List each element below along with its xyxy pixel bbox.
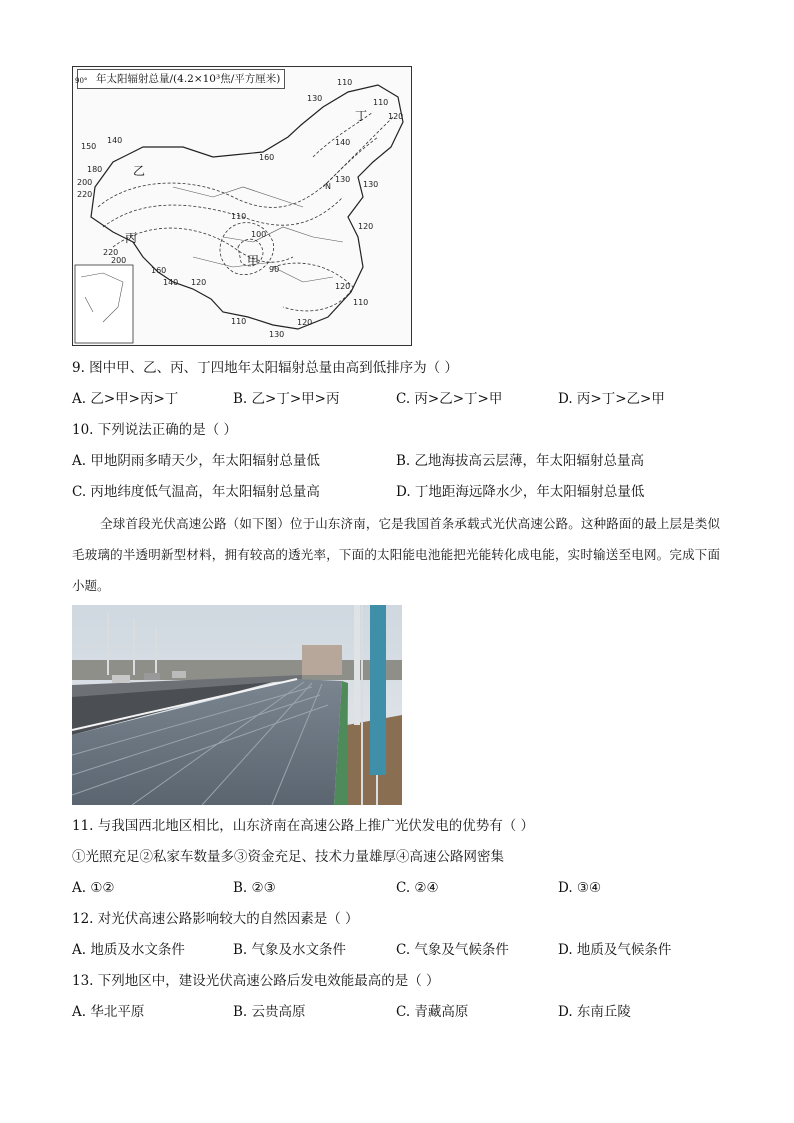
q9-option-b: B. 乙>丁>甲>丙	[233, 391, 340, 407]
point-jia-label: 甲	[247, 254, 260, 268]
q10-stem: 10. 下列说法正确的是（ ）	[72, 422, 238, 438]
q13-option-d: D. 东南丘陵	[558, 1004, 631, 1020]
svg-text:120: 120	[388, 112, 404, 121]
q12-option-c: C. 气象及气候条件	[396, 942, 509, 958]
q11-option-b: B. ②③	[233, 880, 276, 896]
q11-option-d: D. ③④	[558, 880, 602, 896]
q12-option-b: B. 气象及水文条件	[233, 942, 347, 958]
q11-sub-statements: ①光照充足②私家车数量多③资金充足、技术力量雄厚④高速公路网密集	[72, 849, 504, 865]
china-isoline-map	[73, 67, 411, 345]
svg-text:N: N	[325, 182, 331, 191]
svg-text:120: 120	[335, 282, 351, 291]
q12-option-d: D. 地质及气候条件	[558, 942, 672, 958]
q12-stem: 12. 对光伏高速公路影响较大的自然因素是（ ）	[72, 911, 359, 927]
q10-option-c: C. 丙地纬度低气温高，年太阳辐射总量高	[72, 484, 320, 500]
q13-option-a: A. 华北平原	[72, 1004, 145, 1020]
q9-option-d: D. 丙>丁>乙>甲	[558, 391, 665, 407]
q11-option-a: A. ①②	[72, 880, 115, 896]
svg-text:120: 120	[358, 222, 374, 231]
svg-text:140: 140	[163, 278, 179, 287]
svg-text:110: 110	[337, 78, 353, 87]
q10-option-a: A. 甲地阴雨多晴天少，年太阳辐射总量低	[72, 453, 320, 469]
point-bing-label: 丙	[125, 231, 138, 245]
svg-text:130: 130	[307, 94, 323, 103]
svg-text:160: 160	[151, 266, 167, 275]
svg-text:120: 120	[191, 278, 207, 287]
svg-text:110: 110	[373, 98, 389, 107]
point-yi-label: 乙	[133, 164, 146, 178]
q9-stem: 9. 图中甲、乙、丙、丁四地年太阳辐射总量由高到低排序为（ ）	[72, 360, 458, 376]
q13-option-b: B. 云贵高原	[233, 1004, 306, 1020]
svg-text:120: 120	[297, 318, 313, 327]
svg-text:130: 130	[269, 330, 285, 339]
svg-text:200: 200	[111, 256, 127, 265]
svg-text:110: 110	[231, 212, 247, 221]
svg-text:130: 130	[363, 180, 379, 189]
svg-text:160: 160	[259, 153, 275, 162]
svg-text:150: 150	[81, 142, 97, 151]
pv-highway-photo	[72, 605, 402, 805]
q11-stem: 11. 与我国西北地区相比，山东济南在高速公路上推广光伏发电的优势有（ ）	[72, 818, 535, 834]
q13-option-c: C. 青藏高原	[396, 1004, 469, 1020]
svg-text:130: 130	[335, 175, 351, 184]
svg-text:110: 110	[231, 317, 247, 326]
svg-text:220: 220	[103, 248, 119, 257]
intro-text: 全球首段光伏高速公路（如下图）位于山东济南，它是我国首条承载式光伏高速公路。这种路面的最上层是类似毛玻璃的半透明新型材料，拥有较高的透光率，下面的太阳能电池能把光能转化成电能，实时输送至电网。完成下面小题。	[72, 516, 720, 593]
q13-stem: 13. 下列地区中，建设光伏高速公路后发电效能最高的是（ ）	[72, 973, 440, 989]
q9-option-a: A. 乙>甲>丙>丁	[72, 391, 179, 407]
q10-option-d: D. 丁地距海远降水少，年太阳辐射总量低	[396, 484, 645, 500]
svg-text:180: 180	[87, 165, 103, 174]
svg-text:90: 90	[269, 265, 280, 274]
svg-text:110: 110	[353, 298, 369, 307]
map-lat-label: 90°	[75, 77, 88, 85]
point-ding-label: 丁	[355, 109, 368, 123]
solar-radiation-map	[72, 66, 412, 346]
svg-text:200: 200	[77, 178, 93, 187]
q10-option-b: B. 乙地海拔高云层薄，年太阳辐射总量高	[396, 453, 645, 469]
intro-paragraph	[72, 508, 720, 601]
svg-text:100: 100	[251, 230, 267, 239]
svg-text:220: 220	[77, 190, 93, 199]
svg-text:140: 140	[107, 136, 123, 145]
pv-highway-illustration	[72, 605, 402, 805]
svg-text:140: 140	[335, 138, 351, 147]
q11-option-c: C. ②④	[396, 880, 439, 896]
q9-option-c: C. 丙>乙>丁>甲	[396, 391, 503, 407]
map-title: 年太阳辐射总量/(4.2×10³焦/平方厘米)	[77, 69, 285, 89]
q12-option-a: A. 地质及水文条件	[72, 942, 185, 958]
